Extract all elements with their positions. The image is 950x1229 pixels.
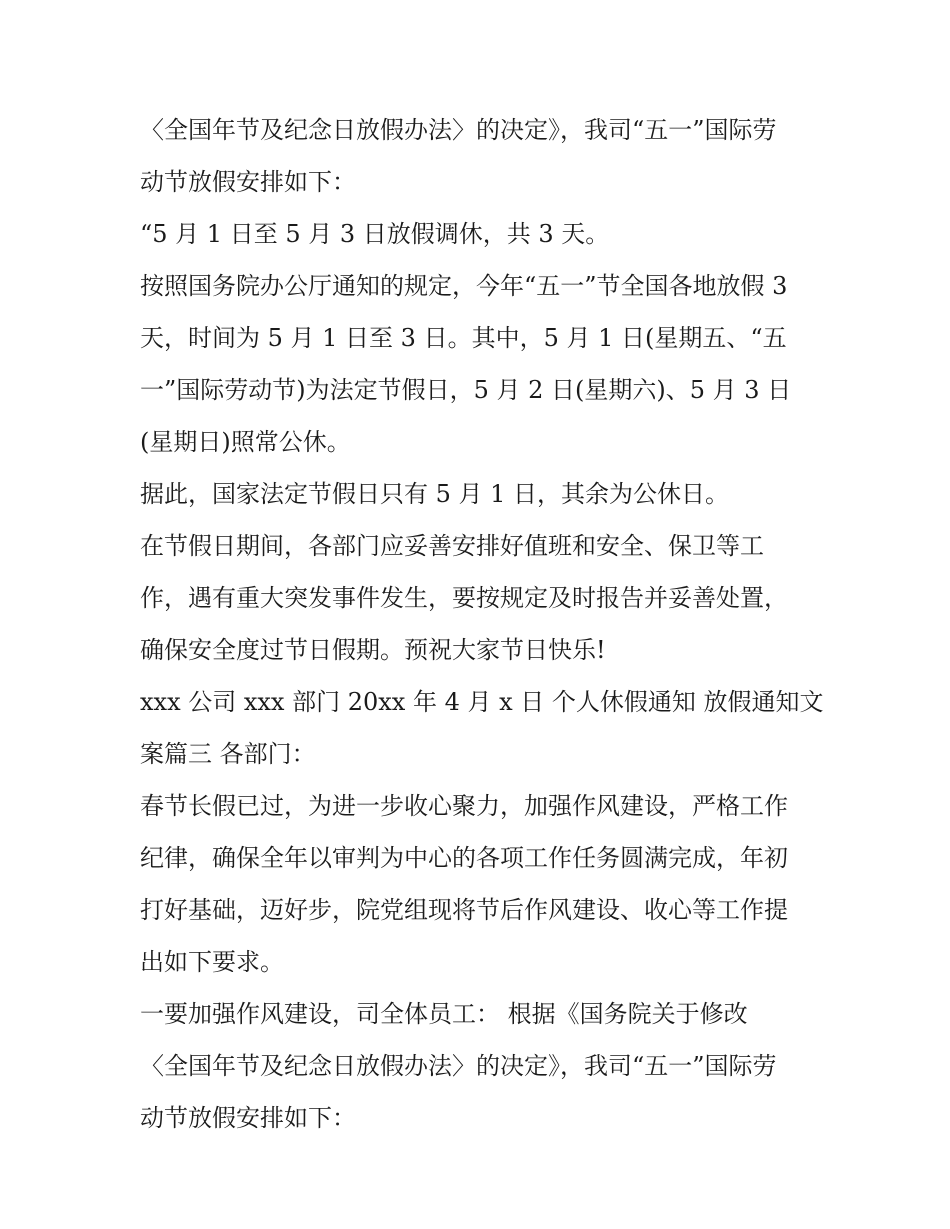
text-line: 一要加强作风建设，司全体员工： 根据《国务院关于修改: [140, 1000, 748, 1028]
text-line: 案篇三 各部门：: [140, 740, 316, 768]
text-line: 春节长假已过，为进一步收心聚力，加强作风建设，严格工作: [140, 792, 788, 820]
text-line: 纪律，确保全年以审判为中心的各项工作任务圆满完成，年初: [140, 844, 788, 872]
text-line: 作，遇有重大突发事件发生，要按规定及时报告并妥善处置，: [140, 584, 788, 612]
text-line: 〈全国年节及纪念日放假办法〉的决定》，我司“五一”国际劳: [140, 1052, 777, 1080]
text-line: 确保安全度过节日假期。预祝大家节日快乐!: [140, 636, 606, 664]
text-line: (星期日)照常公休。: [140, 428, 351, 456]
text-line: 动节放假安排如下：: [140, 168, 356, 196]
text-line: 按照国务院办公厅通知的规定，今年“五一”节全国各地放假 3: [140, 272, 788, 300]
text-line: 天，时间为 5 月 1 日至 3 日。其中，5 月 1 日(星期五、“五: [140, 324, 787, 352]
text-line: 出如下要求。: [140, 948, 284, 976]
text-line: 一”国际劳动节)为法定节假日，5 月 2 日(星期六)、5 月 3 日: [140, 376, 792, 404]
text-line: 动节放假安排如下：: [140, 1104, 356, 1132]
text-line: 〈全国年节及纪念日放假办法〉的决定》，我司“五一”国际劳: [140, 116, 777, 144]
text-line: “5 月 1 日至 5 月 3 日放假调休，共 3 天。: [140, 220, 610, 248]
text-line: 打好基础，迈好步，院党组现将节后作风建设、收心等工作提: [140, 896, 788, 924]
document-body: [140, 104, 830, 1144]
text-line: 在节假日期间，各部门应妥善安排好值班和安全、保卫等工: [140, 532, 764, 560]
text-line: 据此，国家法定节假日只有 5 月 1 日，其余为公休日。: [140, 480, 730, 508]
text-line: xxx 公司 xxx 部门 20xx 年 4 月 x 日 个人休假通知 放假通知文: [140, 688, 824, 716]
